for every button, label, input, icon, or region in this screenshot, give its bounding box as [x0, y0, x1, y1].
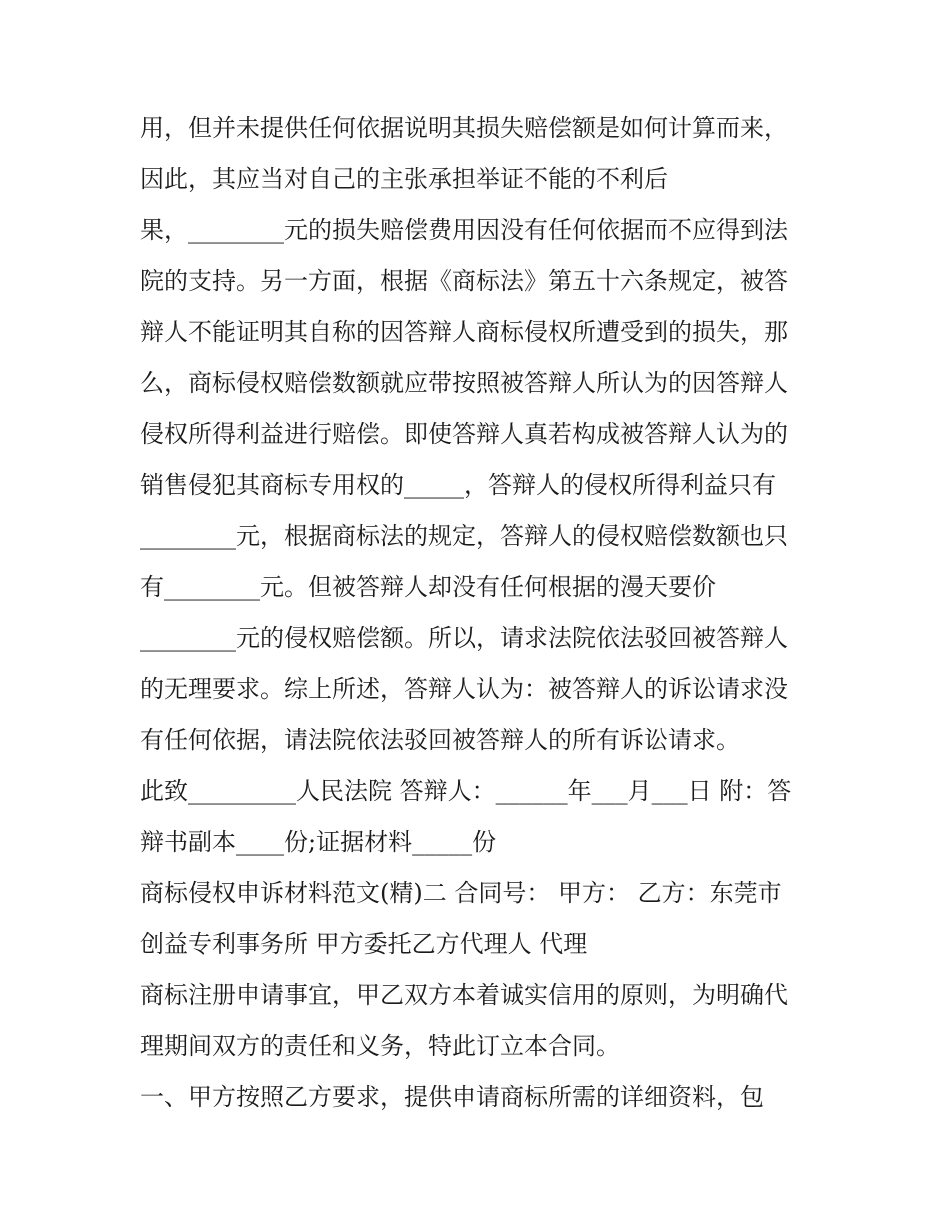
text-line: 一、甲方按照乙方要求，提供申请商标所需的详细资料，包 — [140, 1083, 764, 1111]
text-line: 商标注册申请事宜，甲乙双方本着诚实信用的原则，为明确代 — [140, 981, 788, 1009]
text-line: 此致_________人民法院 答辩人：______年___月___日 附：答 — [140, 777, 792, 805]
text-line: 的无理要求。综上所述，答辩人认为：被答辩人的诉讼请求没 — [140, 675, 788, 703]
text-line: 因此，其应当对自己的主张承担举证不能的不利后 — [140, 165, 668, 193]
text-line: 用，但并未提供任何依据说明其损失赔偿额是如何计算而来， — [140, 114, 788, 142]
text-line: 院的支持。另一方面，根据《商标法》第五十六条规定，被答 — [140, 267, 788, 295]
text-line: 理期间双方的责任和义务，特此订立本合同。 — [140, 1032, 620, 1060]
text-line: 侵权所得利益进行赔偿。即使答辩人真若构成被答辩人认为的 — [140, 420, 788, 448]
text-line: 创益专利事务所 甲方委托乙方代理人 代理 — [140, 930, 588, 958]
text-line: 果，________元的损失赔偿费用因没有任何依据而不应得到法 — [140, 216, 788, 244]
text-line: 么，商标侵权赔偿数额就应带按照被答辩人所认为的因答辩人 — [140, 369, 788, 397]
text-line: 商标侵权申诉材料范文(精)二 合同号： 甲方： 乙方：东莞市 — [140, 879, 782, 907]
text-line: 有________元。但被答辩人却没有任何根据的漫天要价 — [140, 573, 716, 601]
text-line: 有任何依据，请法院依法驳回被答辩人的所有诉讼请求。 — [140, 726, 740, 754]
text-line: 辩书副本____份;证据材料_____份 — [140, 828, 497, 856]
text-line: 销售侵犯其商标专用权的_____，答辩人的侵权所得利益只有 — [140, 471, 776, 499]
text-line: ________元的侵权赔偿额。所以，请求法院依法驳回被答辩人 — [140, 624, 788, 652]
text-line: 辩人不能证明其自称的因答辩人商标侵权所遭受到的损失，那 — [140, 318, 788, 346]
text-line: ________元，根据商标法的规定，答辩人的侵权赔偿数额也只 — [140, 522, 788, 550]
